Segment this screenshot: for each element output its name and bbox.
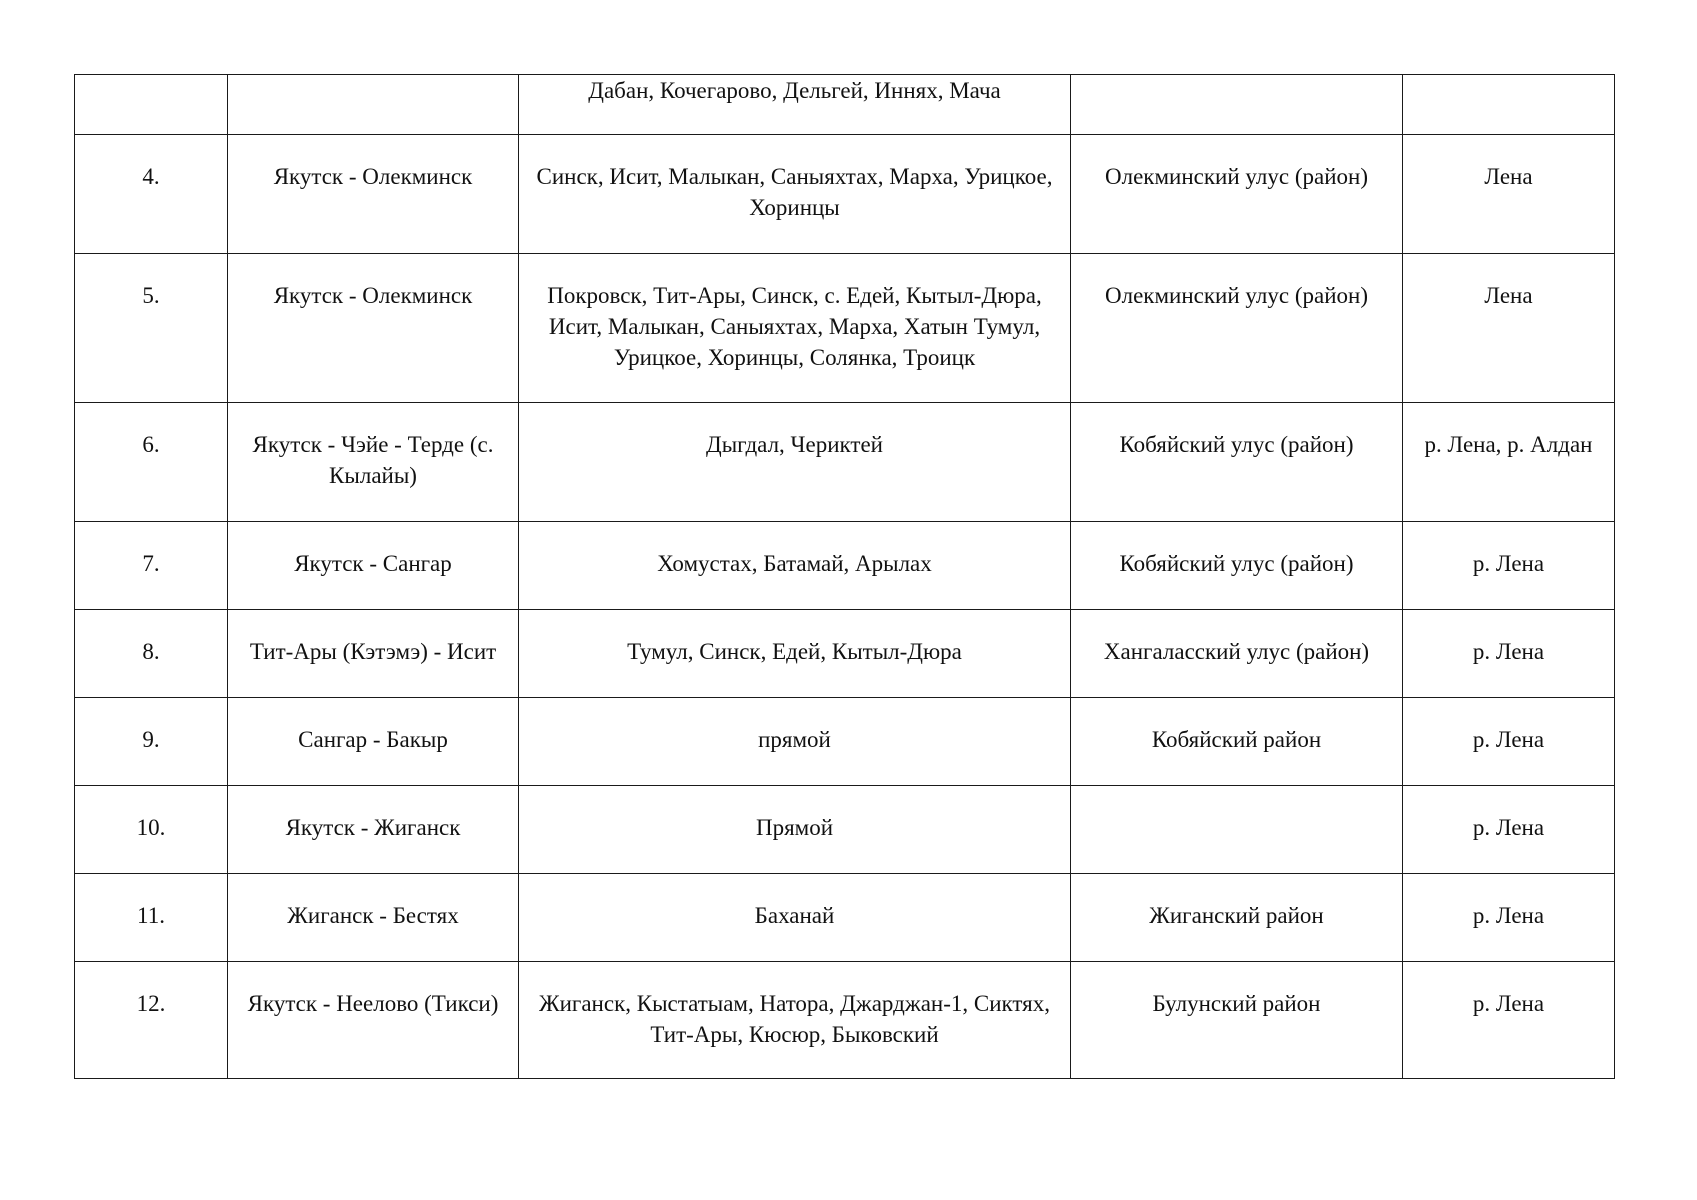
cell-district: Булунский район [1071, 962, 1403, 1079]
cell-river: Лена [1403, 135, 1615, 254]
table-row [75, 786, 1615, 874]
table-row [75, 135, 1615, 254]
cell-district: Кобяйский район [1071, 698, 1403, 786]
cell-num: 11. [75, 874, 228, 962]
cell-num: 6. [75, 403, 228, 522]
table-row [75, 874, 1615, 962]
table-row [75, 698, 1615, 786]
cell-stops: прямой [519, 698, 1071, 786]
cell-district: Хангаласский улус (район) [1071, 610, 1403, 698]
cell-stops: Прямой [519, 786, 1071, 874]
cell-stops: Синск, Исит, Малыкан, Саныяхтах, Марха, Урицкое, Хоринцы [519, 135, 1071, 254]
cell-route: Тит-Ары (Кэтэмэ) - Исит [228, 610, 519, 698]
cell-river: р. Лена [1403, 610, 1615, 698]
table-row-continuation [75, 75, 1615, 135]
cell-river: р. Лена [1403, 698, 1615, 786]
cell-stops: Тумул, Синск, Едей, Кытыл-Дюра [519, 610, 1071, 698]
cell-district: Жиганский район [1071, 874, 1403, 962]
cell-river: р. Лена [1403, 522, 1615, 610]
cell-route: Сангар - Бакыр [228, 698, 519, 786]
cell-district [1071, 786, 1403, 874]
cell-route: Якутск - Чэйе - Терде (с. Кылайы) [228, 403, 519, 522]
cell-num: 9. [75, 698, 228, 786]
cell-stops: Хомустах, Батамай, Арылах [519, 522, 1071, 610]
cell-route: Якутск - Неелово (Тикси) [228, 962, 519, 1079]
cell-num: 7. [75, 522, 228, 610]
cell-route: Жиганск - Бестях [228, 874, 519, 962]
cell-stops: Дабан, Кочегарово, Дельгей, Иннях, Мача [519, 75, 1071, 135]
cell-stops: Жиганск, Кыстатыам, Натора, Джарджан-1, Сиктях, Тит-Ары, Кюсюр, Быковский [519, 962, 1071, 1079]
cell-river: р. Лена [1403, 962, 1615, 1079]
cell-river: р. Лена [1403, 874, 1615, 962]
cell-stops: Баханай [519, 874, 1071, 962]
cell-district: Олекминский улус (район) [1071, 254, 1403, 403]
cell-river: р. Лена [1403, 786, 1615, 874]
table-row [75, 610, 1615, 698]
cell-stops: Покровск, Тит-Ары, Синск, с. Едей, Кытыл-Дюра, Исит, Малыкан, Саныяхтах, Марха, Хатын Тумул, Урицкое, Хоринцы, Солянка, Троицк [519, 254, 1071, 403]
cell-district: Олекминский улус (район) [1071, 135, 1403, 254]
cell-district: Кобяйский улус (район) [1071, 403, 1403, 522]
cell-river: р. Лена, р. Алдан [1403, 403, 1615, 522]
cell-route: Якутск - Сангар [228, 522, 519, 610]
routes-table [74, 74, 1615, 1079]
cell-district: Кобяйский улус (район) [1071, 522, 1403, 610]
cell-route: Якутск - Олекминск [228, 135, 519, 254]
cell-num: 12. [75, 962, 228, 1079]
cell-route: Якутск - Олекминск [228, 254, 519, 403]
cell-river: Лена [1403, 254, 1615, 403]
table-row [75, 962, 1615, 1079]
table-row [75, 254, 1615, 403]
cell-route [228, 75, 519, 135]
table-row [75, 403, 1615, 522]
cell-num [75, 75, 228, 135]
cell-stops: Дыгдал, Чериктей [519, 403, 1071, 522]
cell-district [1071, 75, 1403, 135]
cell-num: 10. [75, 786, 228, 874]
cell-num: 5. [75, 254, 228, 403]
cell-route: Якутск - Жиганск [228, 786, 519, 874]
cell-num: 4. [75, 135, 228, 254]
cell-num: 8. [75, 610, 228, 698]
cell-river [1403, 75, 1615, 135]
table-row [75, 522, 1615, 610]
